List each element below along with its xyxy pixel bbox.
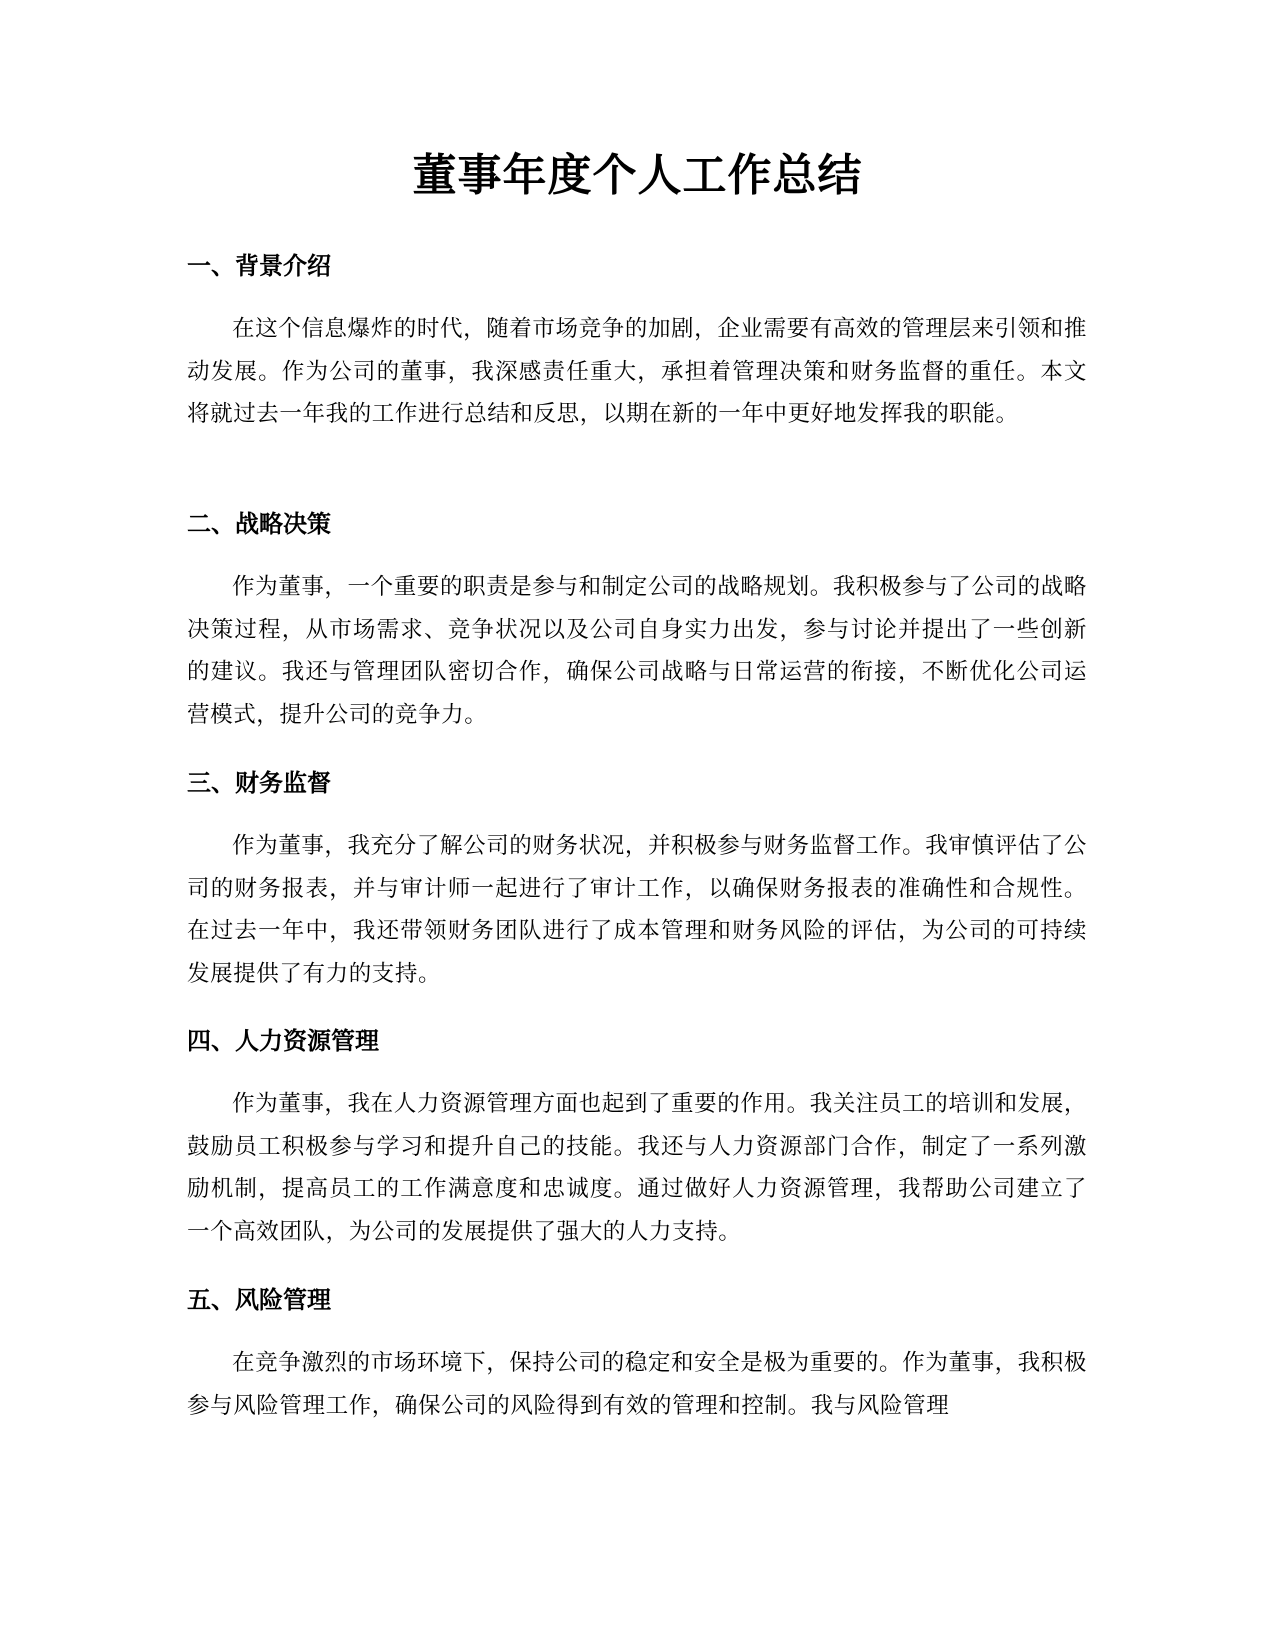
- section-paragraph-risk: 在竞争激烈的市场环境下，保持公司的稳定和安全是极为重要的。作为董事，我积极参与风险管理工作，确保公司的风险得到有效的管理和控制。我与风险管理: [187, 1350, 1087, 1419]
- section-paragraph-hr: 作为董事，我在人力资源管理方面也起到了重要的作用。我关注员工的培训和发展，鼓励员工积极参与学习和提升自己的技能。我还与人力资源部门合作，制定了一系列激励机制，提高员工的工作满意度和忠诚度。通过做好人力资源管理，我帮助公司建立了一个高效团队，为公司的发展提供了强大的人力支持。: [187, 1091, 1087, 1246]
- section-paragraph-finance: 作为董事，我充分了解公司的财务状况，并积极参与财务监督工作。我审慎评估了公司的财务报表，并与审计师一起进行了审计工作，以确保财务报表的准确性和合规性。在过去一年中，我还带领财务团队进行了成本管理和财务风险的评估，为公司的可持续发展提供了有力的支持。: [187, 833, 1087, 988]
- document-title: 董事年度个人工作总结: [412, 150, 863, 201]
- section-heading-risk: 五、风险管理: [187, 1286, 331, 1314]
- section-heading-hr: 四、人力资源管理: [187, 1027, 379, 1055]
- section-heading-background: 一、背景介绍: [187, 252, 331, 280]
- section-paragraph-background: 在这个信息爆炸的时代，随着市场竞争的加剧，企业需要有高效的管理层来引领和推动发展。作为公司的董事，我深感责任重大，承担着管理决策和财务监督的重任。本文将就过去一年我的工作进行总结和反思，以期在新的一年中更好地发挥我的职能。: [187, 316, 1087, 428]
- section-paragraph-strategy: 作为董事，一个重要的职责是参与和制定公司的战略规划。我积极参与了公司的战略决策过程，从市场需求、竞争状况以及公司自身实力出发，参与讨论并提出了一些创新的建议。我还与管理团队密切合作，确保公司战略与日常运营的衔接，不断优化公司运营模式，提升公司的竞争力。: [187, 574, 1087, 729]
- section-heading-finance: 三、财务监督: [187, 769, 331, 797]
- section-heading-strategy: 二、战略决策: [187, 510, 331, 538]
